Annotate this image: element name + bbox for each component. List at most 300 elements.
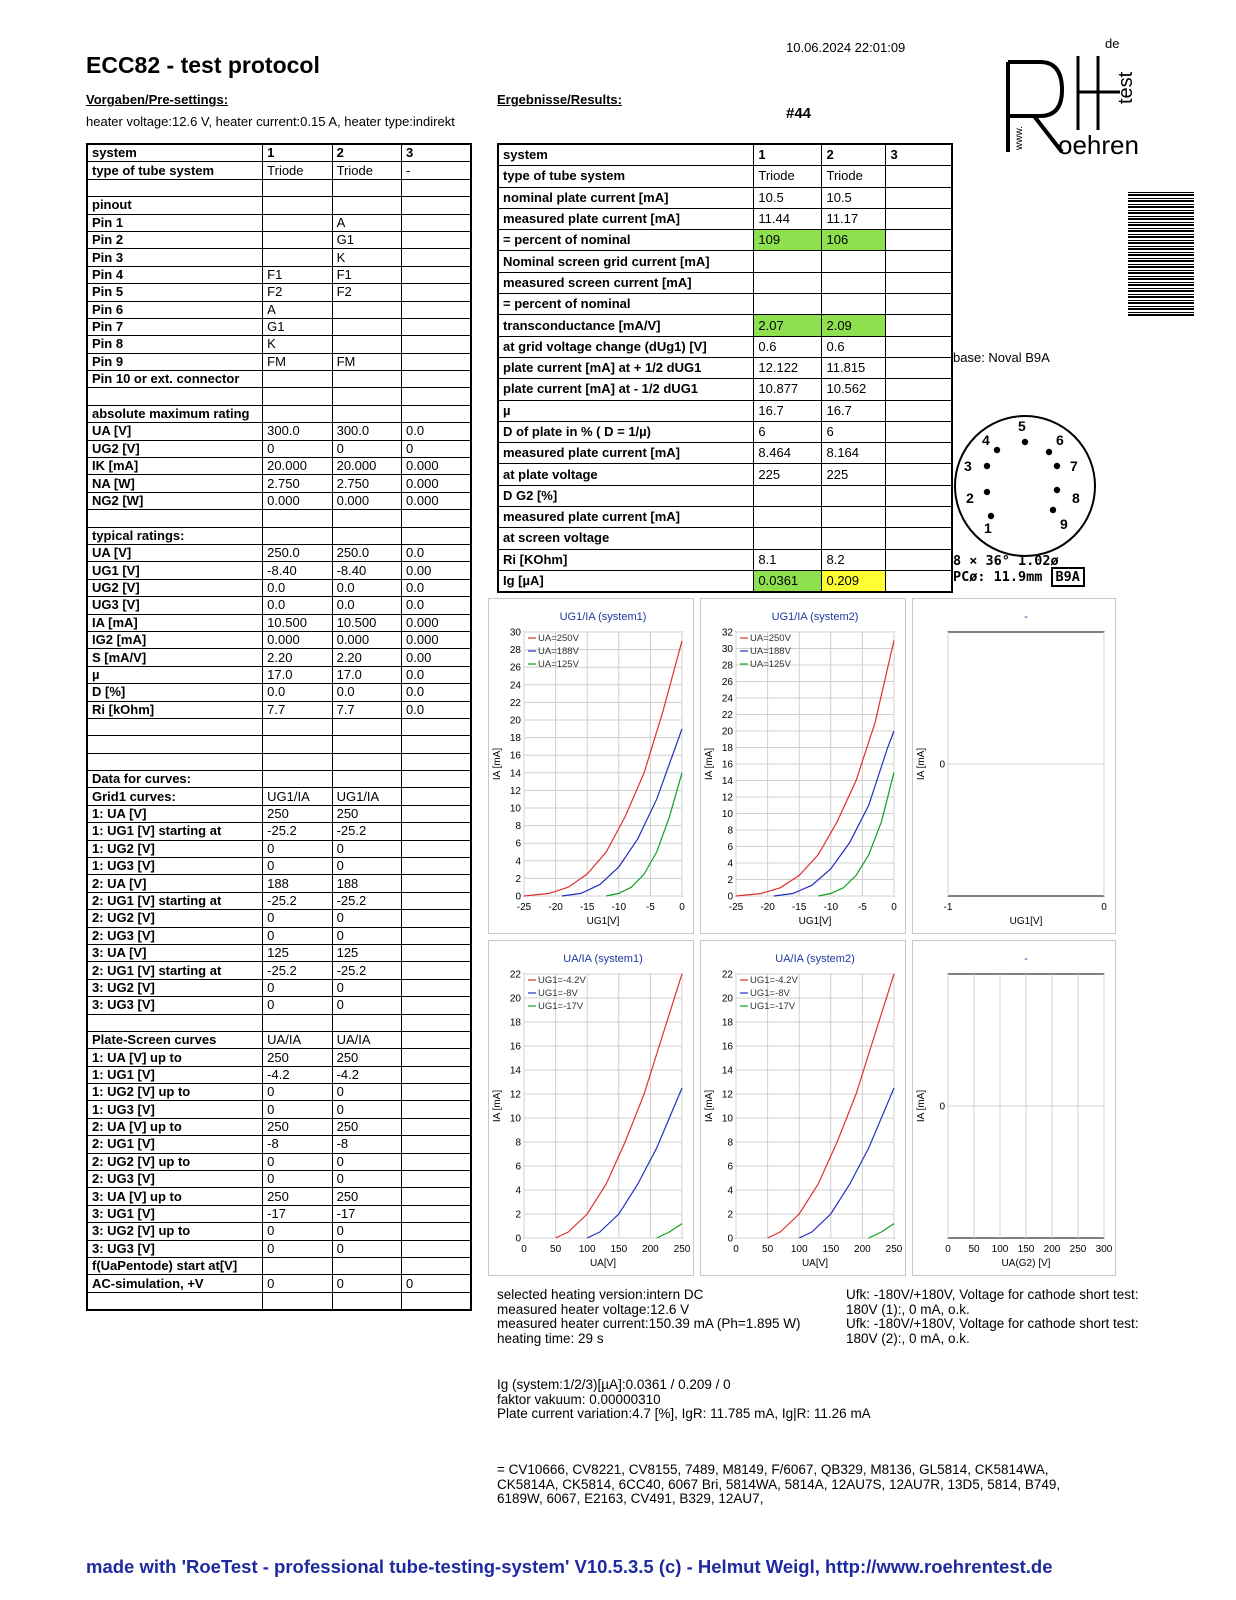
equivalents-line: CK5814A, CK5814, 6CC40, 6067 Bri, 5814WA, 5814A, 12AU7S, 12AU7R, 13D5, 5814, B749, xyxy=(497,1476,1061,1492)
y-tick-label: 18 xyxy=(721,743,733,754)
row-label: nominal plate current [mA] xyxy=(498,187,754,208)
x-axis-label: UG1[V] xyxy=(1009,916,1043,927)
results-table xyxy=(497,143,953,593)
cell-system-1: 16.7 xyxy=(754,400,822,421)
presettings-row xyxy=(87,353,471,370)
footer-credit: made with 'RoeTest - professional tube-testing-system' V10.5.3.5 (c) - Helmut Weigl, http://www.roehrentest.de xyxy=(86,1556,1053,1577)
presettings-row xyxy=(87,1223,471,1240)
presettings-table xyxy=(86,143,472,1311)
cell-system-2: 250.0 xyxy=(332,544,401,561)
row-label: type of tube system xyxy=(87,162,263,179)
cell-system-2: 250 xyxy=(332,1118,401,1135)
cell-system-2: 0 xyxy=(332,997,401,1014)
cell-system-3 xyxy=(402,284,471,301)
row-label: Pin 10 or ext. connector xyxy=(87,371,263,388)
cell-system-1: 0.0 xyxy=(263,597,332,614)
cell-system-3 xyxy=(402,301,471,318)
base-pin-number: 5 xyxy=(1018,418,1026,434)
cell-system-3 xyxy=(886,485,952,506)
row-label: Pin 3 xyxy=(87,249,263,266)
cell-system-2: Triode xyxy=(332,162,401,179)
cell-system-3 xyxy=(402,875,471,892)
cell-system-2: 0 xyxy=(332,1275,401,1292)
cell-system-1: 0.6 xyxy=(754,336,822,357)
cell-system-3 xyxy=(402,405,471,422)
base-badge: B9A xyxy=(1051,567,1085,587)
cell-system-2 xyxy=(332,736,401,753)
cell-system-2: -17 xyxy=(332,1205,401,1222)
base-pin xyxy=(1054,463,1060,469)
row-label: at screen voltage xyxy=(498,528,754,549)
row-label: UG2 [V] xyxy=(87,440,263,457)
cell-system-3 xyxy=(886,357,952,378)
cell-system-2: 17.0 xyxy=(332,666,401,683)
y-tick-label: 20 xyxy=(721,993,733,1005)
base-label: base: Noval B9A xyxy=(953,350,1050,365)
row-label: Pin 2 xyxy=(87,231,263,248)
row-label: 2: UG1 [V] starting at xyxy=(87,892,263,909)
legend-entry: UG1=-17V xyxy=(538,1001,584,1012)
cell-system-1: FM xyxy=(263,353,332,370)
results-row xyxy=(498,507,952,528)
equivalents-line: = CV10666, CV8221, CV8155, 7489, M8149, F/6067, QB329, M8136, GL5814, CK5814WA, xyxy=(497,1462,1049,1477)
y-tick-label: 16 xyxy=(721,759,733,771)
y-tick-label: 18 xyxy=(509,1017,521,1029)
y-tick-label: 4 xyxy=(727,1185,733,1197)
cell-system-1: F1 xyxy=(263,266,332,283)
cell-system-1: 17.0 xyxy=(263,666,332,683)
cell-system-1: 0 xyxy=(263,440,332,457)
y-axis-label: IA [mA] xyxy=(492,1089,503,1123)
legend-entry: UG1=-8V xyxy=(538,988,578,999)
results-row xyxy=(498,272,952,293)
cell-system-1: -8.40 xyxy=(263,562,332,579)
cell-system-2 xyxy=(822,485,886,506)
x-tick-label: -25 xyxy=(728,902,744,913)
row-label: Grid1 curves: xyxy=(87,788,263,805)
row-label: 2: UG2 [V] xyxy=(87,910,263,927)
presettings-row xyxy=(87,179,471,196)
cell-system-1: 250 xyxy=(263,1188,332,1205)
x-tick-label: 0 xyxy=(521,1244,527,1255)
presettings-row xyxy=(87,823,471,840)
cell-system-1: 1 xyxy=(263,144,332,162)
cell-system-3 xyxy=(402,910,471,927)
cell-system-3 xyxy=(402,1171,471,1188)
row-label xyxy=(87,179,263,196)
y-tick-label: 8 xyxy=(727,825,733,837)
cell-system-1 xyxy=(263,1292,332,1310)
cell-system-2: 300.0 xyxy=(332,423,401,440)
cell-system-3 xyxy=(402,336,471,353)
results-row xyxy=(498,549,952,570)
cell-system-2 xyxy=(332,1258,401,1275)
cell-system-3 xyxy=(402,179,471,196)
y-tick-label: 24 xyxy=(509,680,521,692)
y-tick-label: 14 xyxy=(509,768,521,780)
legend-entry: UG1=-4.2V xyxy=(750,975,798,986)
y-tick-label: 20 xyxy=(509,993,521,1005)
y-tick-label: 14 xyxy=(509,1065,521,1077)
y-tick-label: 26 xyxy=(721,677,733,688)
base-pin xyxy=(1046,449,1052,455)
y-tick-label: 8 xyxy=(515,821,521,833)
row-label: pinout xyxy=(87,197,263,214)
row-label: 1: UA [V] up to xyxy=(87,1049,263,1066)
legend-entry: UA=250V xyxy=(538,633,579,644)
presettings-row xyxy=(87,458,471,475)
cell-system-3 xyxy=(402,527,471,544)
cell-system-3 xyxy=(402,371,471,388)
cell-system-3 xyxy=(886,570,952,592)
cell-system-3 xyxy=(886,421,952,442)
presettings-row xyxy=(87,544,471,561)
cell-system-3 xyxy=(402,388,471,405)
cell-system-1: -17 xyxy=(263,1205,332,1222)
heating-note: measured heater current:150.39 mA (Ph=1.895 W) xyxy=(497,1316,801,1331)
y-tick-label: 0 xyxy=(727,891,733,903)
cell-system-1 xyxy=(263,179,332,196)
cell-system-3: 0.000 xyxy=(402,458,471,475)
cell-system-2: 8.164 xyxy=(822,443,886,464)
row-label xyxy=(87,718,263,735)
presettings-row xyxy=(87,266,471,283)
y-tick-label: 14 xyxy=(721,1065,733,1077)
cell-system-1: 0 xyxy=(263,910,332,927)
row-label: D [%] xyxy=(87,684,263,701)
cell-system-3 xyxy=(402,1188,471,1205)
presettings-row xyxy=(87,771,471,788)
cell-system-1 xyxy=(263,388,332,405)
y-tick-label: 0 xyxy=(515,1233,521,1245)
base-pin-number: 6 xyxy=(1056,432,1064,448)
row-label: 1: UG3 [V] xyxy=(87,858,263,875)
cell-system-3 xyxy=(402,1084,471,1101)
results-row xyxy=(498,443,952,464)
cell-system-2: 0 xyxy=(332,927,401,944)
cell-system-2 xyxy=(332,197,401,214)
y-tick-label: 4 xyxy=(515,1185,521,1197)
heating-note: measured heater voltage:12.6 V xyxy=(497,1301,690,1317)
cell-system-2: K xyxy=(332,249,401,266)
cell-system-1: -8 xyxy=(263,1136,332,1153)
row-label: 1: UG2 [V] xyxy=(87,840,263,857)
row-label xyxy=(87,510,263,527)
cell-system-1: 11.44 xyxy=(754,208,822,229)
x-tick-label: 150 xyxy=(822,1244,840,1255)
cell-system-3 xyxy=(886,443,952,464)
cell-system-2: 7.7 xyxy=(332,701,401,718)
y-tick-label: 0 xyxy=(515,891,521,903)
cell-system-2: Triode xyxy=(822,166,886,187)
cell-system-1 xyxy=(754,485,822,506)
presettings-row xyxy=(87,475,471,492)
y-tick-label: 26 xyxy=(509,662,521,674)
presettings-row xyxy=(87,318,471,335)
y-tick-label: 6 xyxy=(515,1161,521,1173)
y-tick-label: 30 xyxy=(721,644,733,655)
y-tick-label: 30 xyxy=(509,627,521,639)
x-axis-label: UG1[V] xyxy=(586,916,620,927)
cell-system-2: 20.000 xyxy=(332,458,401,475)
cell-system-2: 0 xyxy=(332,1223,401,1240)
cell-system-3 xyxy=(402,1292,471,1310)
row-label: Pin 7 xyxy=(87,318,263,335)
row-label xyxy=(87,1292,263,1310)
cell-system-1: -4.2 xyxy=(263,1066,332,1083)
cell-system-1: Triode xyxy=(754,166,822,187)
heating-notes xyxy=(497,1288,801,1346)
cell-system-2: 0 xyxy=(332,1153,401,1170)
cell-system-3: 0.0 xyxy=(402,597,471,614)
presettings-heading: Vorgaben/Pre-settings: xyxy=(86,92,229,107)
ig-note: faktor vakuum: 0.00000310 xyxy=(497,1391,661,1407)
grid-current-notes xyxy=(497,1378,871,1422)
row-label: D of plate in % ( D = 1/µ) xyxy=(498,421,754,442)
ufk-note: 180V (2):, 0 mA, o.k. xyxy=(846,1330,970,1346)
y-axis-label: IA [mA] xyxy=(916,747,927,781)
base-pin-number: 8 xyxy=(1072,490,1080,506)
cell-system-2: -25.2 xyxy=(332,892,401,909)
row-label: Ri [kOhm] xyxy=(87,701,263,718)
presettings-row xyxy=(87,858,471,875)
row-label: Plate-Screen curves xyxy=(87,1031,263,1048)
row-label: plate current [mA] at + 1/2 dUG1 xyxy=(498,357,754,378)
results-row xyxy=(498,336,952,357)
row-label: S [mA/V] xyxy=(87,649,263,666)
cell-system-1: 250 xyxy=(263,1049,332,1066)
cell-system-3 xyxy=(402,753,471,770)
cell-system-1: 250 xyxy=(263,805,332,822)
presettings-row xyxy=(87,753,471,770)
cell-system-2: 2.09 xyxy=(822,315,886,336)
cell-system-1 xyxy=(263,736,332,753)
heater-line: heater voltage:12.6 V, heater current:0.15 A, heater type:indirekt xyxy=(86,114,455,129)
chart-title: UA/IA (system1) xyxy=(563,953,643,965)
y-tick-label: 32 xyxy=(721,627,733,639)
cell-system-3 xyxy=(402,1101,471,1118)
row-label: 3: UA [V] up to xyxy=(87,1188,263,1205)
cell-system-3 xyxy=(402,788,471,805)
y-tick-label: 10 xyxy=(509,1113,521,1125)
cell-system-2 xyxy=(332,527,401,544)
cell-system-1: 0 xyxy=(263,840,332,857)
results-row xyxy=(498,357,952,378)
cell-system-3 xyxy=(402,318,471,335)
x-tick-label: 50 xyxy=(968,1244,980,1255)
row-label: Pin 8 xyxy=(87,336,263,353)
cell-system-3 xyxy=(886,294,952,315)
x-tick-label: -10 xyxy=(823,902,839,913)
cell-system-3: 0.0 xyxy=(402,701,471,718)
cell-system-1: 109 xyxy=(754,230,822,251)
cell-system-1: Triode xyxy=(263,162,332,179)
cell-system-2: 2 xyxy=(332,144,401,162)
row-label: 2: UG3 [V] xyxy=(87,927,263,944)
presettings-row xyxy=(87,597,471,614)
cell-system-3 xyxy=(402,1136,471,1153)
row-label: 2: UG3 [V] xyxy=(87,1171,263,1188)
row-label: measured screen current [mA] xyxy=(498,272,754,293)
y-tick-label: 20 xyxy=(721,726,733,738)
presettings-row xyxy=(87,1292,471,1310)
row-label: 3: UG2 [V] xyxy=(87,979,263,996)
cell-system-3 xyxy=(886,166,952,187)
cell-system-2 xyxy=(332,1292,401,1310)
roehrentest-logo xyxy=(1000,32,1150,162)
row-label: 1: UA [V] xyxy=(87,805,263,822)
cell-system-1 xyxy=(263,510,332,527)
y-tick-label: 12 xyxy=(509,1089,521,1101)
cell-system-2: 188 xyxy=(332,875,401,892)
results-row xyxy=(498,485,952,506)
presettings-row xyxy=(87,892,471,909)
cell-system-2 xyxy=(822,507,886,528)
row-label: plate current [mA] at - 1/2 dUG1 xyxy=(498,379,754,400)
row-label: measured plate current [mA] xyxy=(498,507,754,528)
presettings-row xyxy=(87,1188,471,1205)
x-tick-label: 100 xyxy=(790,1244,808,1255)
y-axis-label: IA [mA] xyxy=(704,1089,715,1123)
row-label: 1: UG3 [V] xyxy=(87,1101,263,1118)
cell-system-3 xyxy=(402,249,471,266)
logo-de: de xyxy=(1105,36,1120,51)
cell-system-2 xyxy=(332,405,401,422)
presettings-row xyxy=(87,579,471,596)
presettings-row xyxy=(87,910,471,927)
row-label: UG2 [V] xyxy=(87,579,263,596)
presettings-row xyxy=(87,1205,471,1222)
cell-system-3 xyxy=(886,187,952,208)
cell-system-1 xyxy=(263,771,332,788)
cell-system-3: 0.0 xyxy=(402,666,471,683)
cell-system-2 xyxy=(332,179,401,196)
presettings-row xyxy=(87,979,471,996)
cell-system-3 xyxy=(402,736,471,753)
y-tick-label: 20 xyxy=(509,715,521,727)
y-tick-label: 12 xyxy=(721,792,733,804)
base-pin xyxy=(984,489,990,495)
y-tick-label: 28 xyxy=(721,660,733,672)
ig-note: Plate current variation:4.7 [%], IgR: 11.785 mA, Ig|R: 11.26 mA xyxy=(497,1406,871,1421)
x-tick-label: -5 xyxy=(645,902,655,913)
cell-system-3: 0.0 xyxy=(402,544,471,561)
row-label: Ri [KOhm] xyxy=(498,549,754,570)
cell-system-3 xyxy=(402,858,471,875)
plot-area xyxy=(736,974,894,1238)
cell-system-1: F2 xyxy=(263,284,332,301)
presettings-row xyxy=(87,492,471,509)
ufk-note: Ufk: -180V/+180V, Voltage for cathode short test: xyxy=(846,1316,1139,1331)
y-tick-label: 16 xyxy=(721,1041,733,1053)
cell-system-1: 8.464 xyxy=(754,443,822,464)
cell-system-3 xyxy=(402,266,471,283)
row-label: IA [mA] xyxy=(87,614,263,631)
cell-system-3 xyxy=(402,1066,471,1083)
base-pin-number: 7 xyxy=(1070,458,1078,474)
chart-ug1-ia-system2 xyxy=(700,598,906,934)
y-tick-label: 18 xyxy=(509,733,521,745)
cell-system-1: 6 xyxy=(754,421,822,442)
cell-system-1: 12.122 xyxy=(754,357,822,378)
cell-system-3 xyxy=(886,528,952,549)
cell-system-2: 0.0 xyxy=(332,684,401,701)
x-tick-label: 200 xyxy=(1043,1244,1061,1255)
presettings-row xyxy=(87,231,471,248)
cell-system-1 xyxy=(263,249,332,266)
cell-system-3 xyxy=(402,997,471,1014)
cell-system-3 xyxy=(886,208,952,229)
cell-system-2: 225 xyxy=(822,464,886,485)
cell-system-3 xyxy=(402,840,471,857)
cell-system-2: 2 xyxy=(822,144,886,166)
y-tick-label: 22 xyxy=(509,969,521,981)
presettings-row xyxy=(87,405,471,422)
cell-system-3 xyxy=(402,979,471,996)
cell-system-2: F1 xyxy=(332,266,401,283)
cell-system-3: 0.00 xyxy=(402,562,471,579)
presettings-row xyxy=(87,1031,471,1048)
x-tick-label: -10 xyxy=(611,902,627,913)
cell-system-3 xyxy=(402,197,471,214)
chart-ug1-empty xyxy=(912,598,1116,934)
presettings-row xyxy=(87,701,471,718)
cell-system-1: 2.07 xyxy=(754,315,822,336)
y-tick-label: 18 xyxy=(721,1017,733,1029)
row-label: 2: UA [V] up to xyxy=(87,1118,263,1135)
presettings-row xyxy=(87,614,471,631)
row-label: NA [W] xyxy=(87,475,263,492)
cell-system-3 xyxy=(886,251,952,272)
presettings-row xyxy=(87,1066,471,1083)
y-tick-label: 10 xyxy=(721,809,733,820)
cell-system-1: 1 xyxy=(754,144,822,166)
cell-system-1: 0 xyxy=(263,979,332,996)
presettings-row xyxy=(87,336,471,353)
presettings-row xyxy=(87,249,471,266)
cathode-short-notes xyxy=(846,1288,1139,1346)
cell-system-2: -4.2 xyxy=(332,1066,401,1083)
cell-system-3 xyxy=(886,230,952,251)
presettings-row xyxy=(87,388,471,405)
x-tick-label: 250 xyxy=(673,1244,691,1255)
row-label: UA [V] xyxy=(87,544,263,561)
presettings-row xyxy=(87,510,471,527)
cell-system-1: 0 xyxy=(263,1240,332,1257)
cell-system-2: 125 xyxy=(332,944,401,961)
row-label: 3: UG2 [V] up to xyxy=(87,1223,263,1240)
row-label: 2: UG1 [V] xyxy=(87,1136,263,1153)
cell-system-2: 10.500 xyxy=(332,614,401,631)
base-dims-line1: 8 × 36° 1.02ø xyxy=(953,553,1059,569)
cell-system-2: UG1/IA xyxy=(332,788,401,805)
results-row xyxy=(498,570,952,592)
cell-system-1 xyxy=(754,294,822,315)
cell-system-3 xyxy=(402,1049,471,1066)
row-label xyxy=(87,753,263,770)
x-tick-label: 300 xyxy=(1095,1244,1113,1255)
cell-system-1: 0.000 xyxy=(263,631,332,648)
cell-system-2: 0.0 xyxy=(332,579,401,596)
results-row xyxy=(498,400,952,421)
cell-system-3 xyxy=(886,336,952,357)
x-axis-label: UA[V] xyxy=(589,1258,617,1269)
ufk-note: 180V (1):, 0 mA, o.k. xyxy=(846,1301,970,1317)
row-label: 3: UA [V] xyxy=(87,944,263,961)
legend-entry: UA=125V xyxy=(750,659,791,670)
cell-system-3: 3 xyxy=(402,144,471,162)
y-tick-label: 8 xyxy=(515,1137,521,1149)
